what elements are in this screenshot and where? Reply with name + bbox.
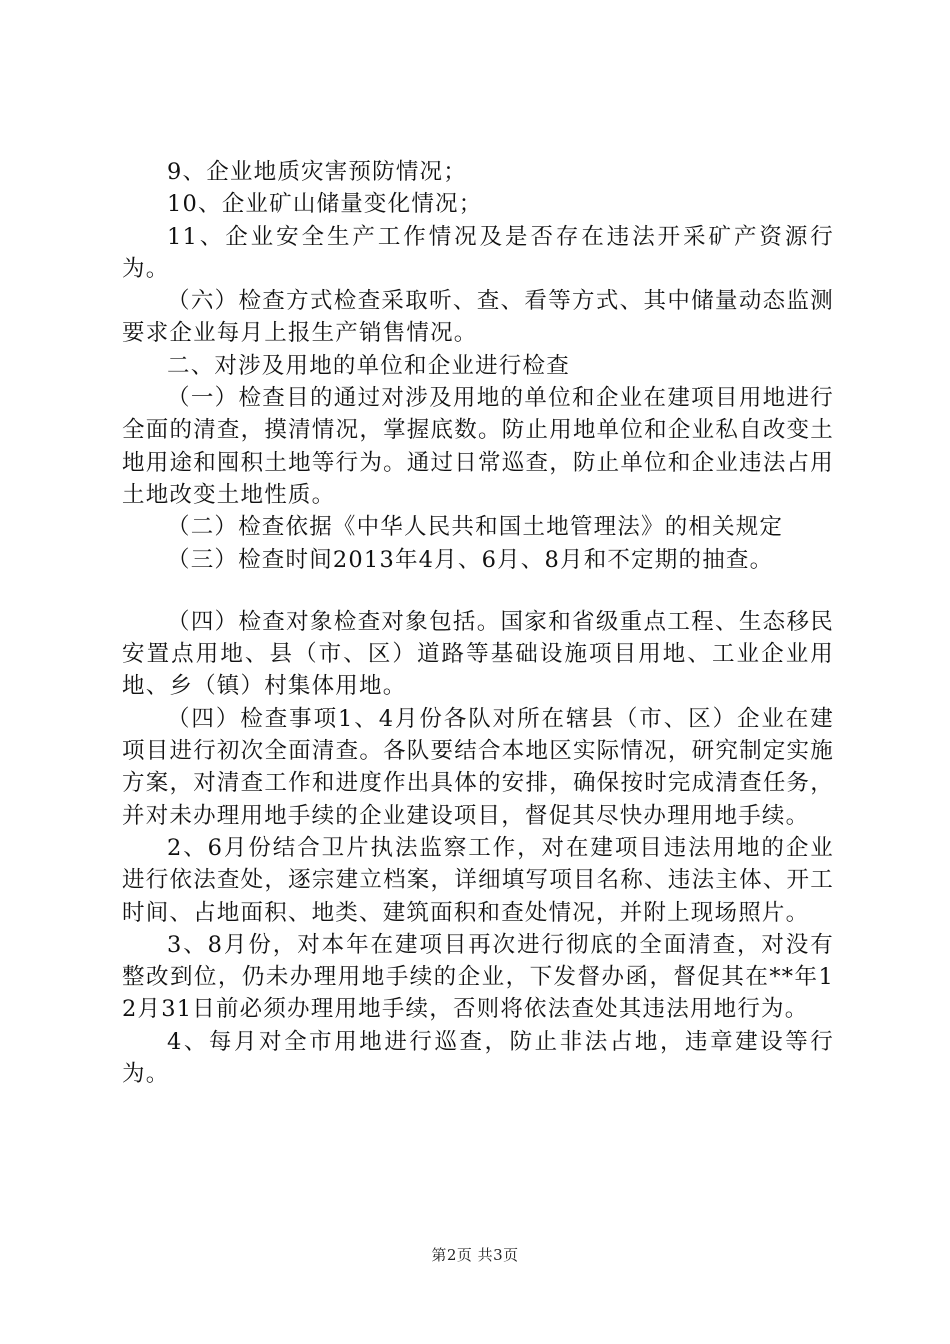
paragraph-inspection-time: （三）检查时间2013年4月、6月、8月和不定期的抽查。 bbox=[167, 546, 774, 573]
paragraph-inspection-targets: （四）检查对象检查对象包括。国家和省级重点工程、生态移民安置点用地、县（市、区）道路等基础设施项目用地、工业企业用地、乡（镇）村集体用地。 bbox=[122, 608, 834, 700]
paragraph-inspection-items: （四）检查事项1、4月份各队对所在辖县（市、区）企业在建项目进行初次全面清查。各队要结合本地区实际情况，研究制定实施方案，对清查工作和进度作出具体的安排，确保按时完成清查任务，并对未办理用地手续的企业建设项目，督促其尽快办理用地手续。 bbox=[122, 705, 834, 829]
page-number-footer: 第2页 共3页 bbox=[431, 1246, 519, 1264]
paragraph-item-4: 4、每月对全市用地进行巡查，防止非法占地，违章建设等行为。 bbox=[122, 1028, 834, 1088]
paragraph-item-3: 3、8月份，对本年在建项目再次进行彻底的全面清查，对没有整改到位，仍未办理用地手续的企业，下发督办函，督促其在**年12月31日前必须办理用地手续，否则将依法查处其违法用地行为。 bbox=[122, 931, 834, 1023]
paragraph-inspection-basis: （二）检查依据《中华人民共和国土地管理法》的相关规定 bbox=[167, 514, 784, 541]
section-heading-land-use: 二、对涉及用地的单位和企业进行检查 bbox=[167, 352, 570, 379]
paragraph-item-9: 9、企业地质灾害预防情况； bbox=[167, 159, 467, 185]
paragraph-item-10: 10、企业矿山储量变化情况； bbox=[167, 191, 483, 218]
paragraph-item-2: 2、6月份结合卫片执法监察工作，对在建项目违法用地的企业进行依法查处，逐宗建立档案，详细填写项目名称、违法主体、开工时间、占地面积、地类、建筑面积和查处情况，并附上现场照片。 bbox=[122, 834, 834, 926]
document-body bbox=[122, 156, 834, 1090]
paragraph-inspection-purpose: （一）检查目的通过对涉及用地的单位和企业在建项目用地进行全面的清查，摸清情况，掌握底数。防止用地单位和企业私自改变土地用途和囤积土地等行为。通过日常巡查，防止单位和企业违法占用土地改变土地性质。 bbox=[122, 385, 834, 508]
paragraph-inspection-method: （六）检查方式检查采取听、查、看等方式、其中储量动态监测要求企业每月上报生产销售情况。 bbox=[122, 288, 834, 347]
paragraph-item-11: 11、企业安全生产工作情况及是否存在违法开采矿产资源行为。 bbox=[122, 223, 834, 282]
